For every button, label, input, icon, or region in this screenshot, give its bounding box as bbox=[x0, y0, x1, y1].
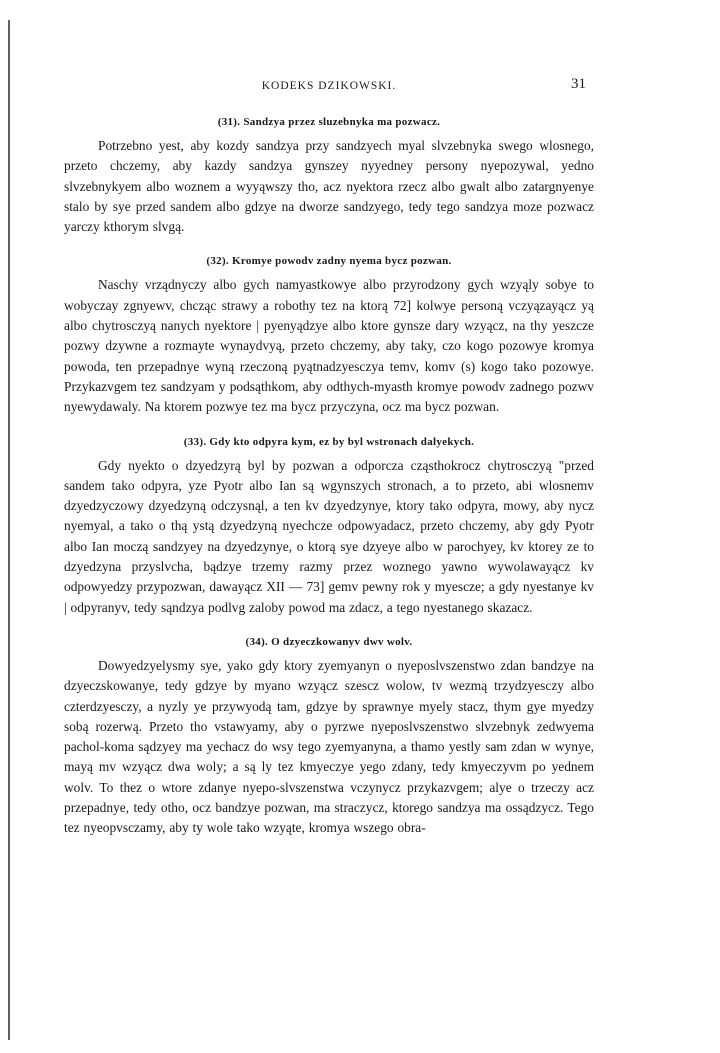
document-page bbox=[64, 74, 594, 839]
section-text-33: Gdy nyekto o dzyedzyrą byl by pozwan a odporcza cząsthokrocz chytrosczyą "przed sandem tako odpyra, yze Pyotr albo Ian są wgynszych stronach, a to przeto, abi wlosnemv dzyedzyczowy dzyedzyną odczysnąl, a ten kv dzyedzynye, ktory tako odpyra, mowy, aby nycz nyemyal, a tako o thą ystą dzyedzyną nyechcze odpowyadacz, przeto chczemy, aby gdy Pyotr albo Ian moczą sandzyey na dzyedzynye, o ktorą sye dzyeye albo w parochyey, kv ktorey ze to dzyedzyna przyslvcha, bądzye trzemy razmy przez woznego yawno wywolawayącz kv odpowyedzy przypozwan, dawayącz XII — 73] gemv pewny rok y myescze; a gdy nyestanye kv | odpyranyv, tedy sąndzya podlvg zaloby powod ma zdacz, a tego nyestanego skazacz. bbox=[64, 457, 594, 615]
page-number: 31 bbox=[571, 76, 586, 92]
section-title-34: (34). O dzyeczkowanyv dwv wolv. bbox=[245, 635, 413, 648]
section-text-34: Dowyedzyelysmy sye, yako gdy ktory zyemyanyn o nyeposlvszenstwo zdan bandzye na dzyeczskowanye, tedy gdzye by myano wzyącz szescz wolow, tv wezmą trzydzyesczy albo czterdzyesczy, a nyzly ye przywyodą tam, gdzye by sprawnye myely stacz, thym gye myedzy sobą rozerwą. Przeto tho vstawyamy, aby o pyrzwe nyeposlvszenstwo slvzebnyk zedwyema pachol-koma sądzyey ma yechacz do wsy tego zyemyanyna, a thamo yestly sam zdan w wynye, mayą mv wzyącz dwa woly; a są ly tez kmyeczye yego zdany, tedy kmyeczyvm po yednem wolv. To thez o wtore zdanye nyepo-slvszenstwa vczynycz przykazvgem; alye o trzeczy acz przepadnye, tedy otho, ocz bandzye pozwan, ma straczycz, ktorego sandzya ma ossądzycz. Tego tez nyeopvsczamy, aby ty wole tako wzyąte, kromya wszego obra- bbox=[64, 657, 594, 836]
page-header bbox=[64, 74, 594, 98]
section-title-32: (32). Kromye powodv zadny nyema bycz pozwan. bbox=[206, 255, 452, 268]
margin-binding-line bbox=[8, 20, 10, 1040]
section-title-33: (33). Gdy kto odpyra kym, ez by byl wstronach dalyekych. bbox=[183, 435, 475, 448]
running-title: KODEKS DZIKOWSKI. bbox=[261, 80, 397, 92]
section-text-31: Potrzebno yest, aby kozdy sandzya przy sandzyech myal slvzebnyka swego wlosnego, przeto chczemy, aby kazdy sandzya gynszey nyyedney persony nyepozywal, yedno slvzebnykyem albo woznem a wyyąwszy tho, acz nyektora rzecz albo gwalt albo zatargnyenye stalo by sye przed sandem albo gdzye na dworze sandzyego, tedy tego sandzya moze pozwacz yarczy kthorym slvgą. bbox=[64, 138, 594, 235]
section-text-32: Naschy vrządnyczy albo gych namyastkowye albo przyrodzony gych wzyąly sobye to wobyczay zgnyewv, chcząc strawy a robothy tez na ktorą 72] kolwye personą vczyązayącz yą albo chytrosczyą nanych nyektore | pyenyądzye albo ktore gynsze dary wzyącz, na thy yeszcze pozwy dzywne a rozmayte wynaydvyą, przeto chczemy, aby taky, czo kogo pozowye kromya powoda, ten przepadnye wyną rzeczoną pyątnadzyesczya temv, komv (s) kogo tako pozowye. Przykazvgem tez sandzyam y podsąthkom, aby odthych-myasth kromye powodv zadnego pozwv nyewydawaly. Na ktorem pozwye tez ma bycz przyczyna, ocz ma bycz pozwan. bbox=[64, 277, 594, 415]
section-title-31: (31). Sandzya przez sluzebnyka ma pozwacz. bbox=[217, 116, 441, 128]
